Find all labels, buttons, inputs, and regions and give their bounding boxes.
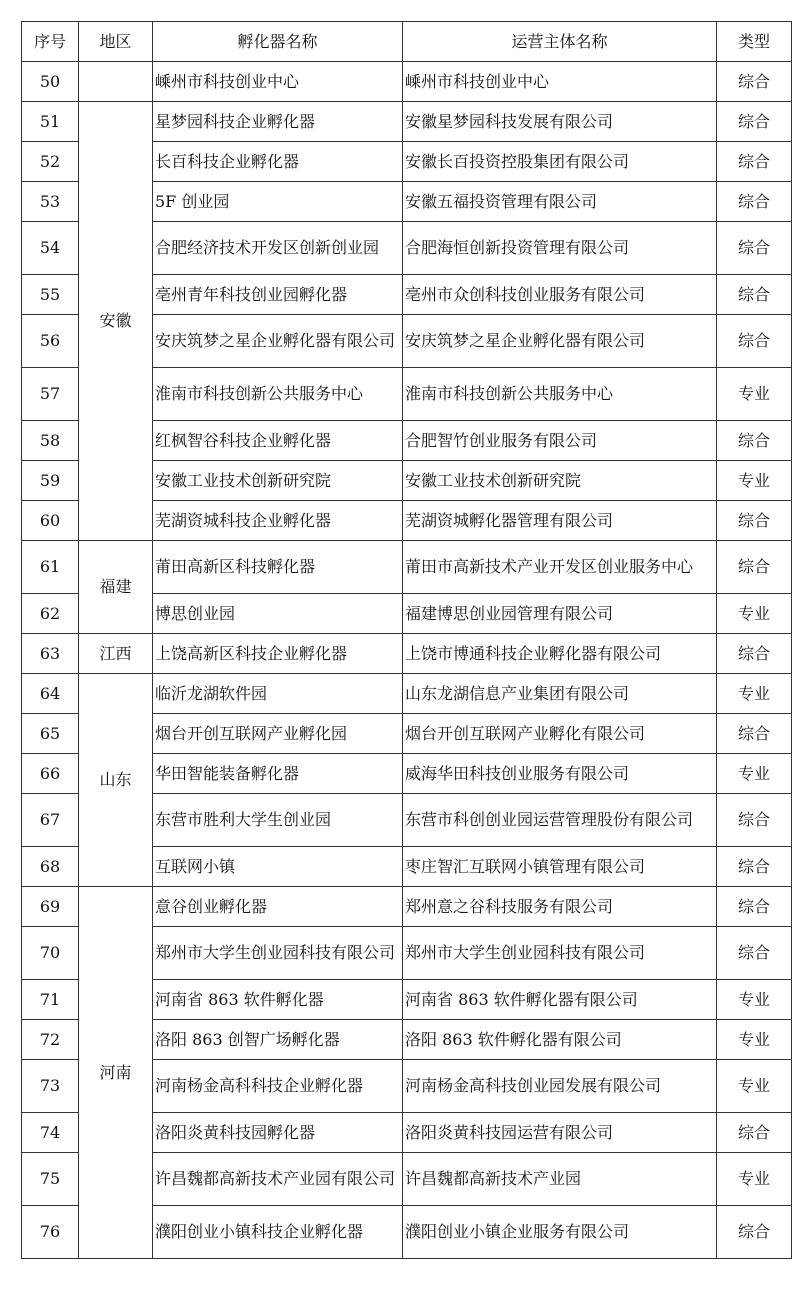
cell-operator-name: 芜湖资城孵化器管理有限公司 xyxy=(403,501,717,541)
cell-operator-name: 亳州市众创科技创业服务有限公司 xyxy=(403,275,717,315)
cell-operator-name: 枣庄智汇互联网小镇管理有限公司 xyxy=(403,847,717,887)
cell-operator-name: 安徽星梦园科技发展有限公司 xyxy=(403,102,717,142)
cell-incubator-name: 洛阳 863 创智广场孵化器 xyxy=(153,1020,403,1060)
cell-type: 综合 xyxy=(717,794,792,847)
cell-incubator-name: 安庆筑梦之星企业孵化器有限公司 xyxy=(153,315,403,368)
cell-incubator-name: 东营市胜利大学生创业园 xyxy=(153,794,403,847)
cell-operator-name: 合肥海恒创新投资管理有限公司 xyxy=(403,222,717,275)
cell-type: 专业 xyxy=(717,461,792,501)
cell-operator-name: 烟台开创互联网产业孵化有限公司 xyxy=(403,714,717,754)
table-row xyxy=(22,674,792,714)
cell-operator-name: 安徽五福投资管理有限公司 xyxy=(403,182,717,222)
cell-operator-name: 安徽长百投资控股集团有限公司 xyxy=(403,142,717,182)
cell-incubator-name: 嵊州市科技创业中心 xyxy=(153,62,403,102)
cell-operator-name: 安庆筑梦之星企业孵化器有限公司 xyxy=(403,315,717,368)
cell-type: 综合 xyxy=(717,634,792,674)
cell-incubator-name: 安徽工业技术创新研究院 xyxy=(153,461,403,501)
cell-operator-name: 许昌魏都高新技术产业园 xyxy=(403,1153,717,1206)
cell-no: 51 xyxy=(22,102,79,142)
cell-incubator-name: 互联网小镇 xyxy=(153,847,403,887)
cell-operator-name: 东营市科创创业园运营管理股份有限公司 xyxy=(403,794,717,847)
cell-no: 53 xyxy=(22,182,79,222)
cell-type: 专业 xyxy=(717,1060,792,1113)
cell-type: 综合 xyxy=(717,501,792,541)
cell-type: 专业 xyxy=(717,674,792,714)
cell-operator-name: 郑州意之谷科技服务有限公司 xyxy=(403,887,717,927)
cell-type: 综合 xyxy=(717,847,792,887)
cell-incubator-name: 合肥经济技术开发区创新创业园 xyxy=(153,222,403,275)
cell-incubator-name: 郑州市大学生创业园科技有限公司 xyxy=(153,927,403,980)
cell-no: 73 xyxy=(22,1060,79,1113)
cell-no: 75 xyxy=(22,1153,79,1206)
cell-type: 综合 xyxy=(717,62,792,102)
cell-region: 福建 xyxy=(79,541,153,634)
cell-type: 综合 xyxy=(717,927,792,980)
cell-operator-name: 上饶市博通科技企业孵化器有限公司 xyxy=(403,634,717,674)
cell-incubator-name: 濮阳创业小镇科技企业孵化器 xyxy=(153,1206,403,1259)
cell-operator-name: 嵊州市科技创业中心 xyxy=(403,62,717,102)
cell-type: 专业 xyxy=(717,1020,792,1060)
cell-no: 63 xyxy=(22,634,79,674)
cell-type: 综合 xyxy=(717,421,792,461)
cell-incubator-name: 临沂龙湖软件园 xyxy=(153,674,403,714)
cell-operator-name: 洛阳炎黄科技园运营有限公司 xyxy=(403,1113,717,1153)
header-operator-name: 运营主体名称 xyxy=(403,22,717,62)
cell-incubator-name: 河南杨金高科科技企业孵化器 xyxy=(153,1060,403,1113)
cell-operator-name: 河南杨金高科技创业园发展有限公司 xyxy=(403,1060,717,1113)
cell-incubator-name: 长百科技企业孵化器 xyxy=(153,142,403,182)
cell-operator-name: 莆田市高新技术产业开发区创业服务中心 xyxy=(403,541,717,594)
cell-region: 江西 xyxy=(79,634,153,674)
header-region: 地区 xyxy=(79,22,153,62)
cell-type: 综合 xyxy=(717,714,792,754)
cell-no: 55 xyxy=(22,275,79,315)
cell-operator-name: 洛阳 863 软件孵化器有限公司 xyxy=(403,1020,717,1060)
cell-incubator-name: 许昌魏都高新技术产业园有限公司 xyxy=(153,1153,403,1206)
cell-operator-name: 郑州市大学生创业园科技有限公司 xyxy=(403,927,717,980)
cell-region: 安徽 xyxy=(79,102,153,541)
cell-incubator-name: 红枫智谷科技企业孵化器 xyxy=(153,421,403,461)
cell-no: 72 xyxy=(22,1020,79,1060)
cell-operator-name: 山东龙湖信息产业集团有限公司 xyxy=(403,674,717,714)
cell-incubator-name: 河南省 863 软件孵化器 xyxy=(153,980,403,1020)
cell-type: 综合 xyxy=(717,887,792,927)
cell-type: 综合 xyxy=(717,315,792,368)
cell-no: 68 xyxy=(22,847,79,887)
cell-incubator-name: 淮南市科技创新公共服务中心 xyxy=(153,368,403,421)
cell-type: 专业 xyxy=(717,594,792,634)
incubator-table xyxy=(21,21,792,1259)
table-row xyxy=(22,887,792,927)
cell-no: 52 xyxy=(22,142,79,182)
cell-type: 综合 xyxy=(717,182,792,222)
cell-incubator-name: 上饶高新区科技企业孵化器 xyxy=(153,634,403,674)
cell-no: 66 xyxy=(22,754,79,794)
cell-type: 综合 xyxy=(717,1206,792,1259)
cell-operator-name: 淮南市科技创新公共服务中心 xyxy=(403,368,717,421)
cell-incubator-name: 亳州青年科技创业园孵化器 xyxy=(153,275,403,315)
table-row xyxy=(22,634,792,674)
cell-incubator-name: 5F 创业园 xyxy=(153,182,403,222)
cell-type: 综合 xyxy=(717,142,792,182)
cell-no: 64 xyxy=(22,674,79,714)
cell-type: 专业 xyxy=(717,1153,792,1206)
cell-operator-name: 威海华田科技创业服务有限公司 xyxy=(403,754,717,794)
cell-no: 60 xyxy=(22,501,79,541)
cell-type: 专业 xyxy=(717,980,792,1020)
cell-operator-name: 福建博思创业园管理有限公司 xyxy=(403,594,717,634)
cell-type: 综合 xyxy=(717,102,792,142)
cell-incubator-name: 洛阳炎黄科技园孵化器 xyxy=(153,1113,403,1153)
cell-incubator-name: 烟台开创互联网产业孵化园 xyxy=(153,714,403,754)
cell-no: 70 xyxy=(22,927,79,980)
cell-region: 山东 xyxy=(79,674,153,887)
header-no: 序号 xyxy=(22,22,79,62)
cell-no: 67 xyxy=(22,794,79,847)
cell-operator-name: 濮阳创业小镇企业服务有限公司 xyxy=(403,1206,717,1259)
cell-no: 59 xyxy=(22,461,79,501)
cell-no: 76 xyxy=(22,1206,79,1259)
cell-operator-name: 合肥智竹创业服务有限公司 xyxy=(403,421,717,461)
header-type: 类型 xyxy=(717,22,792,62)
cell-incubator-name: 华田智能装备孵化器 xyxy=(153,754,403,794)
cell-incubator-name: 莆田高新区科技孵化器 xyxy=(153,541,403,594)
cell-incubator-name: 博思创业园 xyxy=(153,594,403,634)
cell-operator-name: 安徽工业技术创新研究院 xyxy=(403,461,717,501)
cell-region-empty xyxy=(79,62,153,102)
cell-no: 71 xyxy=(22,980,79,1020)
cell-type: 综合 xyxy=(717,541,792,594)
cell-incubator-name: 意谷创业孵化器 xyxy=(153,887,403,927)
cell-no: 62 xyxy=(22,594,79,634)
cell-no: 50 xyxy=(22,62,79,102)
cell-no: 56 xyxy=(22,315,79,368)
cell-type: 专业 xyxy=(717,368,792,421)
cell-type: 综合 xyxy=(717,222,792,275)
cell-no: 65 xyxy=(22,714,79,754)
cell-no: 61 xyxy=(22,541,79,594)
cell-no: 57 xyxy=(22,368,79,421)
cell-no: 74 xyxy=(22,1113,79,1153)
cell-no: 69 xyxy=(22,887,79,927)
cell-type: 专业 xyxy=(717,754,792,794)
cell-region: 河南 xyxy=(79,887,153,1259)
table-row xyxy=(22,62,792,102)
cell-operator-name: 河南省 863 软件孵化器有限公司 xyxy=(403,980,717,1020)
cell-type: 综合 xyxy=(717,1113,792,1153)
table-row xyxy=(22,541,792,594)
cell-no: 58 xyxy=(22,421,79,461)
cell-no: 54 xyxy=(22,222,79,275)
table-row xyxy=(22,102,792,142)
header-incubator-name: 孵化器名称 xyxy=(153,22,403,62)
cell-type: 综合 xyxy=(717,275,792,315)
cell-incubator-name: 芜湖资城科技企业孵化器 xyxy=(153,501,403,541)
cell-incubator-name: 星梦园科技企业孵化器 xyxy=(153,102,403,142)
